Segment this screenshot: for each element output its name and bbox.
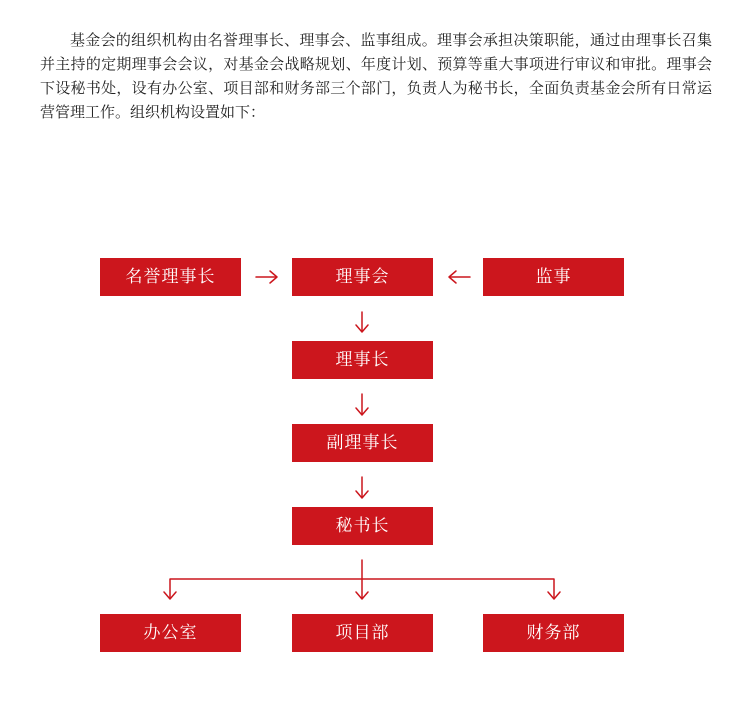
- box-chairman: 理事长: [292, 341, 433, 379]
- box-vice-chairman: 副理事长: [292, 424, 433, 462]
- arrow-down-chairman-to-vice: [356, 394, 368, 415]
- box-department-office: 办公室: [100, 614, 241, 652]
- box-department-finance: 财务部: [483, 614, 624, 652]
- tree-connector-secretary-to-departments: [164, 560, 560, 599]
- arrow-down-board-to-chairman: [356, 312, 368, 332]
- box-honorary-chair: 名誉理事长: [100, 258, 241, 296]
- box-supervisor: 监事: [483, 258, 624, 296]
- box-board: 理事会: [292, 258, 433, 296]
- arrow-down-vice-to-secretary: [356, 477, 368, 498]
- box-secretary-general: 秘书长: [292, 507, 433, 545]
- arrow-left-supervisor-to-board: [449, 271, 470, 283]
- intro-paragraph: 基金会的组织机构由名誉理事长、理事会、监事组成。理事会承担决策职能，通过由理事长召集并主持的定期理事会会议，对基金会战略规划、年度计划、预算等重大事项进行审议和审批。理事会下设秘书处，设有办公室、项目部和财务部三个部门，负责人为秘书长，全面负责基金会所有日常运营管理工作。组织机构设置如下：: [40, 31, 712, 121]
- box-department-projects: 项目部: [292, 614, 433, 652]
- arrow-right-honorary-to-board: [256, 271, 277, 283]
